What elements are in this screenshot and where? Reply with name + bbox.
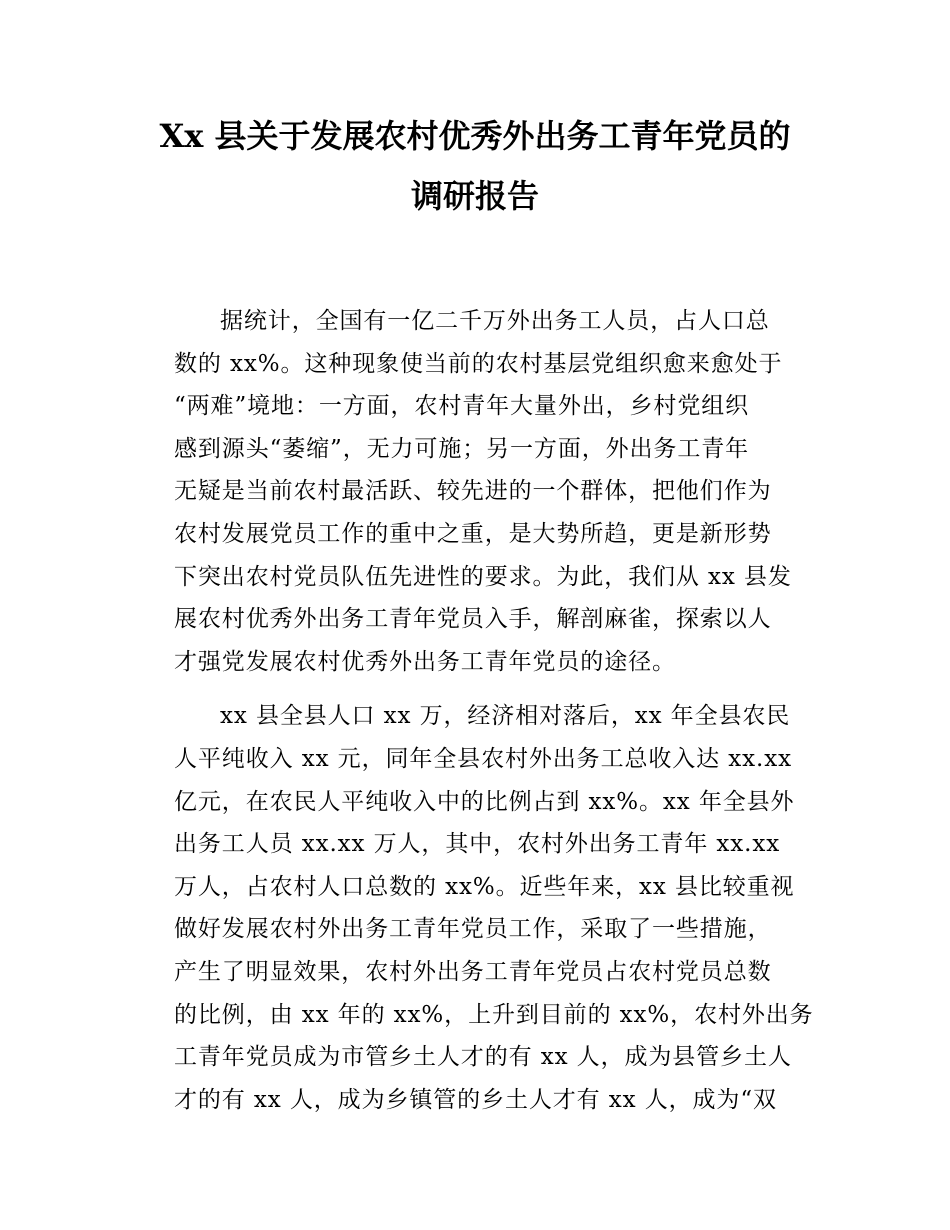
paragraph-line: 做好发展农村外出务工青年党员工作，采取了一些措施， (174, 916, 772, 943)
paragraph-line: 的比例，由 xx 年的 xx%，上升到目前的 xx%，农村外出务 (174, 1001, 814, 1028)
paragraph-line: 数的 xx%。这种现象使当前的农村基层党组织愈来愈处于 (174, 350, 783, 377)
paragraph-line: 据统计，全国有一亿二千万外出务工人员，占人口总 (220, 308, 770, 334)
paragraph-line: 才强党发展农村优秀外出务工青年党员的途径。 (174, 648, 676, 675)
paragraph-line: 出务工人员 xx.xx 万人，其中，农村外出务工青年 xx.xx (174, 831, 781, 858)
paragraph-line: “两难”境地：一方面，农村青年大量外出，乡村党组织 (174, 393, 750, 420)
paragraph-line: 感到源头“萎缩”，无力可施；另一方面，外出务工青年 (174, 435, 750, 462)
document-title (120, 106, 830, 226)
paragraph-line: 农村发展党员工作的重中之重，是大势所趋，更是新形势 (174, 520, 772, 547)
paragraph-line: 工青年党员成为市管乡土人才的有 xx 人，成为县管乡土人 (174, 1044, 792, 1071)
paragraph-line: 展农村优秀外出务工青年党员入手，解剖麻雀，探索以人 (174, 606, 772, 633)
paragraph-line: xx 县全县人口 xx 万，经济相对落后，xx 年全县农民 (220, 703, 791, 730)
title-line: Xx 县关于发展农村优秀外出务工青年党员的 (159, 117, 791, 155)
paragraph-1 (174, 300, 814, 683)
paragraph-line: 产生了明显效果，农村外出务工青年党员占农村党员总数 (174, 958, 772, 985)
paragraph-line: 才的有 xx 人，成为乡镇管的乡土人才有 xx 人，成为“双 (174, 1086, 777, 1113)
paragraph-2 (174, 695, 814, 1121)
paragraph-line: 万人，占农村人口总数的 xx%。近些年来，xx 县比较重视 (174, 873, 795, 900)
title-line: 调研报告 (410, 177, 539, 215)
document-body (174, 300, 814, 1133)
paragraph-line: 无疑是当前农村最活跃、较先进的一个群体，把他们作为 (174, 478, 772, 505)
paragraph-line: 下突出农村党员队伍先进性的要求。为此，我们从 xx 县发 (174, 563, 792, 590)
paragraph-line: 亿元，在农民人平纯收入中的比例占到 xx%。xx 年全县外 (174, 788, 795, 815)
paragraph-line: 人平纯收入 xx 元，同年全县农村外出务工总收入达 xx.xx (174, 745, 792, 772)
